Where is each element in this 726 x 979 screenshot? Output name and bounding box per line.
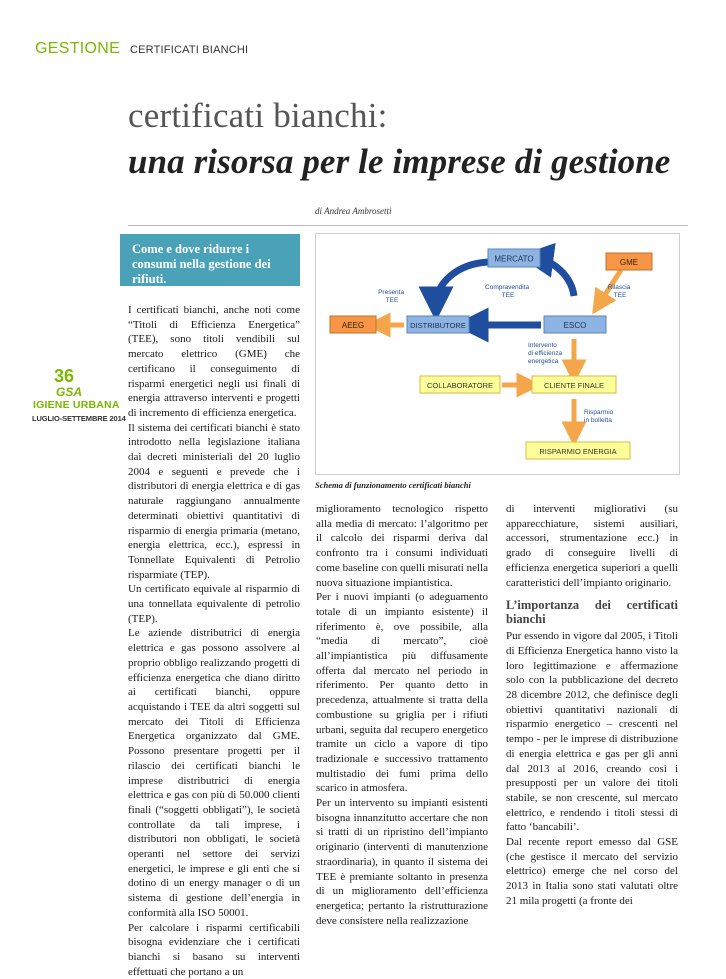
paragraph: Dal recente report emesso dal GSE (che gestisce il mercato del servizio elettrico) emerge che nel corso del 2013 in Italia sono stati valutati oltre 21 mila progetti (a fronte dei	[506, 836, 678, 907]
label-bolletta	[584, 409, 615, 424]
arrow-mercato-to-distributore	[436, 262, 488, 304]
label-rilascia	[608, 284, 633, 299]
box-aeeg-label: AEEG	[341, 321, 365, 330]
paragraph: Per calcolare i risparmi certificabili bisogna evidenziare che i certificati bianchi si basano su interventi effettuati che portano a un	[128, 921, 300, 978]
subsection-label: CERTIFICATI BIANCHI	[130, 44, 249, 56]
label-intervento	[528, 342, 564, 365]
paragraph: miglioramento tecnologico rispetto alla media di mercato: l’algoritmo per il calcolo dei risparmi deriva dal confronto tra i consumi individuati come baseline con quelli misurati nella nuova situazione impiantistica.	[316, 503, 488, 589]
label-presenta	[378, 289, 406, 304]
section-heading: L’importanza dei certificati bianchi	[506, 598, 678, 627]
article-title-line2: una risorsa per le imprese di gestione	[128, 142, 671, 181]
diagram-canvas	[316, 234, 679, 474]
body-column-1	[128, 303, 300, 979]
box-distributore-label: DISTRIBUTORE	[410, 321, 466, 330]
body-column-2	[316, 502, 488, 928]
page-number: 36	[54, 366, 75, 386]
label-intervento-line: Intervento	[528, 342, 557, 349]
label-intervento-line: energetica	[528, 358, 559, 365]
author-byline: di Andrea Ambrosetti	[315, 206, 392, 216]
title-divider	[128, 225, 688, 226]
label-intervento-line: di efficienza	[528, 350, 563, 357]
label-compra-line: Compravendita	[485, 284, 530, 291]
label-compra-line: TEE	[501, 292, 515, 299]
box-cliente-label: CLIENTE FINALE	[543, 381, 605, 390]
section-label: GESTIONE	[35, 40, 121, 57]
label-presenta-line: TEE	[385, 297, 399, 304]
label-rilascia-line: TEE	[613, 292, 627, 299]
callout-box: Come e dove ridurre i consumi nella gestione dei rifiuti.	[120, 234, 300, 286]
label-presenta-line: Presenta	[378, 289, 405, 296]
paragraph: Per un intervento su impianti esistenti bisogna innanzitutto accertare che non si tratti di un ripristino dell’impianto originario (interventi di manutenzione straordinaria), in quanto il sistema dei TEE è premiante soltanto in presenza di un miglioramento dell’efficienza energetica; pertanto la ristrutturazione deve consistere nella realizzazione	[316, 797, 488, 927]
diagram-caption: Schema di funzionamento certificati bianchi	[315, 480, 471, 490]
box-esco-label: ESCO	[563, 321, 587, 330]
box-risparmio-label: RISPARMIO ENERGIA	[539, 447, 617, 456]
flow-diagram	[315, 233, 680, 475]
box-gme-label: GME	[619, 258, 639, 267]
paragraph: Un certificato equivale al risparmio di una tonnellata equivalente di petrolio (TEP).	[128, 583, 300, 625]
label-rilascia-line: Rilascia	[607, 284, 631, 291]
paragraph: Le aziende distributrici di energia elettrica e gas possono assolvere al proprio obbligo realizzando progetti di efficienza energetica che diano diritto ai certificati bianchi, oppure acquistando i TEE da altri soggetti sul mercato dei Titoli di Efficienza Energetica organizzato dal GME. Possono presentare progetti per il rilascio dei certificati bianchi le imprese distributrici di energia elettrica e gas con più di 50.000 clienti finali (“soggetti obbligati”), le società controllate da tali imprese, i distributori non obbligati, le società operanti nel settore dei servizi energetici, le imprese e gli enti che si dotino di un energy manager o di un sistema di gestione dell’energia in conformità alla ISO 50001.	[128, 627, 300, 919]
paragraph: di interventi migliorativi (su apparecchiature, sistemi ausiliari, accessori, strumentazione ecc.) in grado di conseguire livelli di efficienza energetica superiori a quelli caratteristici dell’impianto originario.	[506, 503, 678, 589]
paragraph: Il sistema dei certificati bianchi è stato introdotto nella legislazione italiana dai decreti ministeriali del 20 luglio 2004 e seguenti e prevede che i distributori di energia elettrica e di gas naturale raggiungano annualmente determinati obiettivi quantitativi di risparmio di energia primaria (metano, energia elettrica, ecc.), espressi in Tonnellate Equivalenti di Petrolio risparmiate (TEP).	[128, 421, 300, 581]
label-bolletta-line: Risparmio	[584, 409, 614, 416]
paragraph: I certificati bianchi, anche noti come “Titoli di Efficienza Energetica” (TEE), sono titoli vendibili sul mercato elettrico (GME) che certificano il conseguimento di risparmi energetici negli usi finali di energia attraverso interventi e progetti di incremento di efficienza energetica.	[128, 304, 300, 419]
paragraph: Pur essendo in vigore dal 2005, i Titoli di Efficienza Energetica hanno visto la loro legittimazione e affermazione solo con la pubblicazione del decreto 28 dicembre 2012, che definisce degli obiettivi quantitativi nazionali di risparmio energetico – crescenti nel tempo - per le imprese di distribuzione di energia elettrica e gas per gli anni dal 2013 al 2016, creando così i presupposti per un valore dei titoli stabile, se non crescente, sul mercato elettrico, e rendendo i titoli stessi di fatto ‘bancabili’.	[506, 630, 678, 834]
paragraph: Per i nuovi impianti (o adeguamento totale di un impianto esistente) il riferimento è, ove possibile, alla “media di mercato”, cioè all’impiantistica più diffusamente offerta dal mercato nel periodo in riferimento. Per quanto detto in precedenza, attualmente si tratta della combustione su griglia per i rifiuti urbani, seguita dal recupero energetico tramite un ciclo a vapore di tipo tradizionale e successivo trattamento multistadio dei fumi prima dello scarico in atmosfera.	[316, 591, 488, 795]
label-bolletta-line: in bolletta	[584, 417, 612, 424]
article-title-line1: certificati bianchi:	[128, 96, 388, 135]
box-collaboratore-label: COLLABORATORE	[427, 381, 493, 390]
body-column-3	[506, 502, 678, 909]
label-compra	[485, 284, 531, 299]
box-mercato-label: MERCATO	[494, 254, 534, 264]
arrow-esco-to-mercato	[536, 258, 574, 296]
magazine-name: IGIENE URBANA	[33, 399, 120, 411]
issue-date: LUGLIO-SETTEMBRE 2014	[32, 414, 126, 423]
magazine-logo: GSA	[56, 385, 83, 399]
